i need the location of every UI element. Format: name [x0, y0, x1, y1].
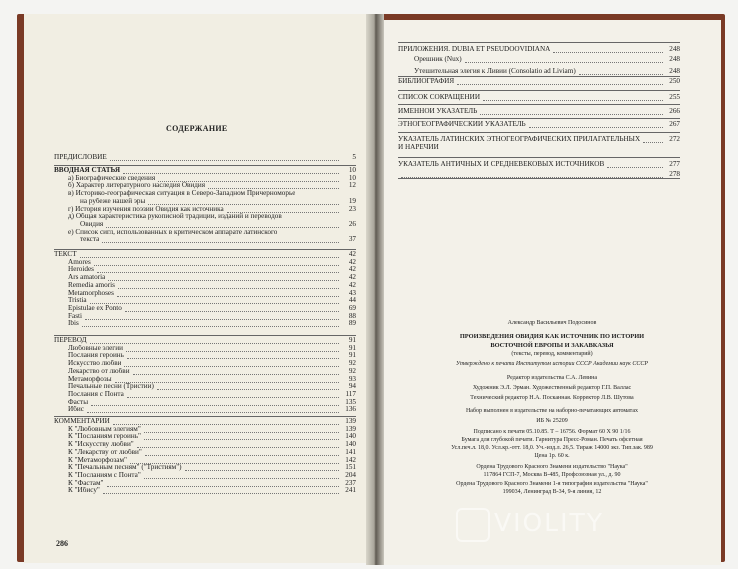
toc-entry-text: Искусство любви [68, 360, 122, 368]
toc-leader-dots [103, 493, 339, 494]
toc-page-number: 42 [348, 280, 356, 289]
toc-entry [398, 94, 680, 103]
toc-entry-text: Орешник (Nux) [414, 56, 462, 63]
toc-page-number: 139 [345, 417, 356, 425]
toc-page-number: 19 [348, 196, 356, 205]
toc-entry-text: а) Биографические сведения [68, 174, 156, 182]
section-rule [398, 157, 680, 158]
toc-page-number: 12 [348, 181, 356, 190]
toc-page-number: 93 [348, 374, 356, 383]
imprint-line: Утверждено к печати Институтом истории СССР Академии наук СССР [456, 361, 648, 367]
toc-leader-dots [480, 114, 663, 115]
toc-entry-text: е) Список сигл, использованных в критическом аппарате латинского [68, 228, 278, 236]
toc-page-number: 5 [352, 153, 356, 161]
toc-leader-dots [110, 160, 339, 161]
toc-page-number: 141 [345, 447, 356, 456]
toc-page-number: 42 [348, 250, 356, 258]
toc-entry-text: в) Историко-географическая ситуация в Северо-Западном Причерноморье [68, 190, 296, 198]
toc-leader-dots [579, 74, 663, 75]
toc-entry [398, 161, 680, 170]
toc-entry-text: СПИСОК СОКРАЩЕНИЙ [398, 94, 481, 101]
imprint-line: ПРОИЗВЕДЕНИЯ ОВИДИЯ КАК ИСТОЧНИК ПО ИСТОРИИ [459, 333, 645, 340]
toc-entry-text: БИБЛИОГРАФИЯ [398, 78, 455, 85]
toc-page-number: 248 [669, 45, 680, 53]
toc-entry-text: на рубеже нашей эры [80, 197, 146, 205]
toc-entry [398, 78, 680, 87]
toc-entry [80, 236, 356, 245]
toc-entry-text: К "Искусству любви" [68, 441, 134, 449]
toc-page-number: 91 [348, 351, 356, 360]
toc-page-number: 42 [348, 273, 356, 282]
toc-entry-text: К "Печальным песням" ("Тристиям") [68, 464, 182, 472]
toc-entry-text: К "Ибису" [68, 487, 100, 495]
book-gutter [366, 14, 384, 565]
toc-page-number: 241 [345, 486, 356, 495]
page-number: 286 [56, 539, 68, 548]
toc-entry-text: Ars amatoria [68, 274, 106, 282]
imprint-line: Цена 1р. 60 к. [534, 453, 570, 459]
left-page [24, 14, 366, 563]
toc-entry-text: Tristia [68, 297, 87, 305]
toc-entry [398, 108, 680, 117]
toc-entry [68, 320, 356, 329]
toc-page-number: 117 [345, 389, 356, 398]
toc-leader-dots [102, 242, 339, 243]
toc-entry-text: Fasti [68, 312, 82, 320]
toc-entry-text: б) Характер литературного наследия Овидия [68, 182, 206, 190]
toc-entry-text: д) Общая характеристика рукописной традиции, изданий и переводов [68, 213, 282, 221]
toc-entry-text: Любовные элегии [68, 344, 123, 352]
imprint-line: Редактор издательства С.А. Левина [506, 375, 598, 381]
toc-entry-text: К "Фастам" [68, 479, 104, 487]
toc-entry-text: Remedia amoris [68, 281, 115, 289]
toc-entry-text: Овидия [80, 220, 104, 228]
toc-entry-text: Ibis [68, 320, 79, 328]
section-rule [398, 178, 680, 179]
toc-page-number: 44 [348, 296, 356, 305]
toc-page-number: 42 [348, 265, 356, 274]
toc-entry-text: Послания героинь [68, 352, 124, 360]
toc-entry-text: К "Посланиям с Понта" [68, 471, 141, 479]
watermark-logo [456, 508, 490, 542]
section-rule [398, 118, 680, 119]
toc-entry-text: Epistulae ex Ponto [68, 304, 122, 312]
toc-entry-text: К "Любовным элегиям" [68, 425, 141, 433]
imprint-line: Ордена Трудового Красного Знамени издательство "Наука" [476, 464, 628, 470]
toc-page-number: 10 [348, 173, 356, 182]
toc-entry [68, 406, 356, 415]
toc-leader-dots [82, 326, 339, 327]
imprint-line: ИБ № 25209 [536, 418, 568, 424]
section-rule [54, 165, 356, 166]
toc-entry-text: Утешительная элегия к Ливии (Consolatio ad Liviam) [414, 68, 576, 75]
section-rule [398, 76, 680, 77]
imprint-line: Александр Васильевич Подосинов [507, 320, 597, 326]
imprint-line: Технический редактор Н.А. Посканная. Корректор Л.В. Шутова [470, 395, 634, 401]
toc-leader-dots [607, 167, 663, 168]
toc-entry-text: г) История изучения поэзии Овидия как источника [68, 205, 224, 213]
toc-entry [54, 154, 356, 163]
toc-entry-text: текста [80, 236, 100, 244]
toc-entry-text: УКАЗАТЕЛЬ ЛАТИНСКИХ ЭТНОГЕОГРАФИЧЕСКИХ ПРИЛАГАТЕЛЬНЫХ [398, 136, 641, 143]
toc-page-number: 237 [345, 478, 356, 487]
imprint-line: Художник Э.Л. Эрман. Художественный редактор Г.П. Валлас [472, 385, 632, 391]
section-rule [398, 132, 680, 133]
toc-entry-text: Amores [68, 258, 91, 266]
toc-entry-text: Метаморфозы [68, 375, 112, 383]
imprint-line: 199034, Ленинград В-34, 9-я линия, 12 [502, 489, 602, 495]
toc-page-number: 250 [669, 77, 680, 85]
toc-page-number: 248 [669, 67, 680, 75]
toc-entry-text: ЭТНОГЕОГРАФИЧЕСКИЙ УКАЗАТЕЛЬ [398, 121, 526, 128]
toc-page-number: 267 [669, 120, 680, 128]
toc-page-number: 92 [348, 366, 356, 375]
toc-entry [398, 46, 680, 55]
toc-page-number: 43 [348, 288, 356, 297]
toc-entry [398, 144, 680, 153]
toc-entry-text: Metamorphoses [68, 289, 114, 297]
toc-entry-text: ИМЕННОЙ УКАЗАТЕЛЬ [398, 108, 478, 115]
toc-page-number: 204 [345, 470, 356, 479]
contents-title: СОДЕРЖАНИЕ [166, 124, 228, 133]
toc-page-number: 42 [348, 257, 356, 266]
toc-entry-text: ТЕКСТ [54, 251, 77, 258]
toc-page-number: 92 [348, 359, 356, 368]
watermark: VIOLITY [494, 508, 604, 537]
toc-leader-dots [483, 100, 663, 101]
toc-entry [414, 56, 680, 65]
toc-entry-text: К "Лекарству от любви" [68, 448, 142, 456]
toc-page-number: 140 [345, 440, 356, 449]
section-rule [398, 90, 680, 91]
toc-page-number: 277 [669, 160, 680, 168]
toc-page-number: 91 [348, 343, 356, 352]
imprint-line: 117864 ГСП-7, Москва В-485, Профсоюзная ул., д. 90 [483, 472, 621, 478]
imprint-line: (тексты, перевод, комментарий) [511, 351, 593, 357]
toc-page-number: 248 [669, 55, 680, 63]
toc-page-number: 266 [669, 107, 680, 115]
section-rule [398, 104, 680, 105]
toc-page-number: 278 [669, 170, 680, 178]
toc-page-number: 23 [348, 204, 356, 213]
toc-entry [398, 121, 680, 130]
toc-entry-text: И НАРЕЧИЙ [398, 144, 439, 151]
imprint-line: Ордена Трудового Красного Знамени 1-я типография издательства "Наука" [456, 481, 648, 487]
toc-entry-text: Фасты [68, 398, 89, 406]
toc-page-number: 151 [345, 463, 356, 472]
toc-entry-text: ПЕРЕВОД [54, 337, 87, 344]
toc-entry-text: ВВОДНАЯ СТАТЬЯ [54, 167, 121, 174]
toc-page-number: 94 [348, 382, 356, 391]
toc-page-number: 88 [348, 311, 356, 320]
toc-leader-dots [643, 142, 663, 143]
toc-page-number: 272 [669, 135, 680, 143]
toc-leader-dots [529, 127, 663, 128]
toc-entry-text: К "Посланиям героинь" [68, 433, 141, 441]
toc-page-number: 69 [348, 303, 356, 312]
toc-entry-text: Ибис [68, 406, 84, 414]
toc-page-number: 142 [345, 455, 356, 464]
imprint-line: Подписано к печати 05.10.85. Т – 16756. Формат 60 Х 90 1/16 [473, 429, 631, 435]
toc-page-number: 140 [345, 432, 356, 441]
imprint-line: ВОСТОЧНОЙ ЕВРОПЫ И ЗАКАВКАЗЬЯ [490, 342, 614, 349]
toc-entry-text: ПРИЛОЖЕНИЯ. DUBIA ET PSEUDOOVIDIANA [398, 46, 551, 53]
toc-page-number: 26 [348, 219, 356, 228]
section-rule [54, 249, 356, 250]
toc-entry-text: ПРЕДИСЛОВИЕ [54, 154, 107, 161]
section-rule [54, 335, 356, 336]
toc-leader-dots [465, 62, 663, 63]
right-page [384, 20, 721, 565]
toc-leader-dots [457, 84, 663, 85]
toc-page-number: 139 [345, 424, 356, 433]
toc-entry-text: К "Метаморфозам" [68, 456, 127, 464]
toc-entry-text: УКАЗАТЕЛЬ АНТИЧНЫХ И СРЕДНЕВЕКОВЫХ ИСТОЧНИКОВ [398, 161, 605, 168]
imprint-line: Усл.печ.л. 18,0. Усл.кр.-отт. 18,0. Уч.-изд.л. 26,5. Тираж 14000 экз. Тип.зак. 989 [451, 445, 653, 451]
toc-page-number: 89 [348, 319, 356, 328]
toc-entry-text: Печальные песни (Тристии) [68, 383, 154, 391]
toc-entry-text: Лекарство от любви [68, 367, 130, 375]
section-rule [398, 42, 680, 43]
toc-page-number: 37 [348, 235, 356, 244]
toc-entry [68, 487, 356, 496]
imprint-line: Бумага для глубокой печати. Гарнитура Пресс-Роман. Печать офсетная [461, 437, 643, 443]
toc-page-number: 91 [348, 336, 356, 344]
toc-entry-text: Heroides [68, 266, 94, 274]
toc-page-number: 10 [348, 166, 356, 174]
toc-leader-dots [87, 412, 339, 413]
toc-entry-text: Послания с Понта [68, 390, 124, 398]
toc-leader-dots [553, 52, 663, 53]
imprint-line: Набор выполнен в издательстве на наборно-печатающих автоматах [465, 408, 639, 414]
section-rule [54, 416, 356, 417]
toc-page-number: 136 [345, 405, 356, 414]
toc-page-number: 255 [669, 93, 680, 101]
toc-entry-text: КОММЕНТАРИЙ [54, 418, 110, 425]
toc-page-number: 135 [345, 397, 356, 406]
